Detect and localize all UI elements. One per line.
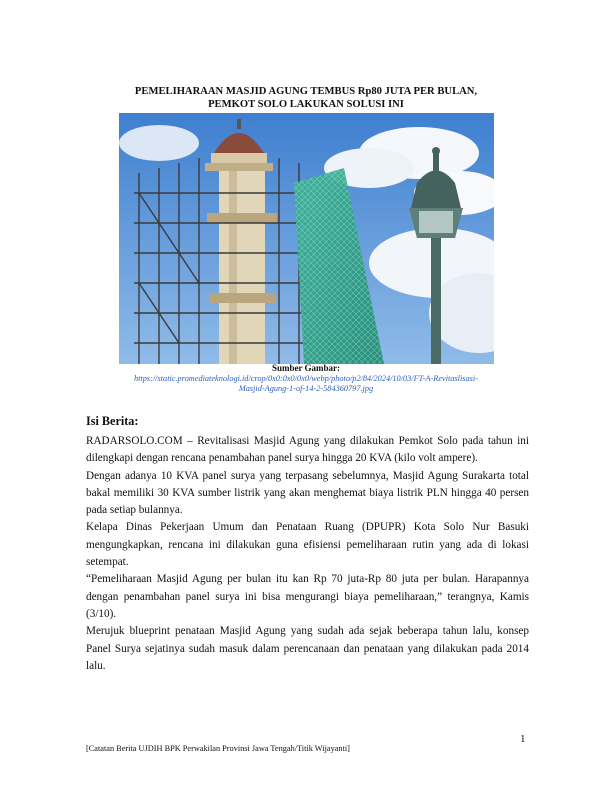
- article-title-line: PEMKOT SOLO LAKUKAN SOLUSI INI: [208, 99, 404, 110]
- body-paragraph: Merujuk blueprint penataan Masjid Agung yang sudah ada sejak beberapa tahun lalu, konsep Panel Surya sejatinya sudah masuk dalam perencanaan dan penataan yang dilakukan pada 2014 lalu.: [86, 625, 529, 672]
- body-paragraph: Kelapa Dinas Pekerjaan Umum dan Penataan Ruang (DPUPR) Kota Solo Nur Basuki mengungkapkan, rencana ini dilakukan guna efisiensi pemeliharaan rutin yang ada di lokasi setempat.: [86, 521, 529, 569]
- body-paragraph: RADARSOLO.COM – Revitalisasi Masjid Agung yang dilakukan Pemkot Solo pada tahun ini dilengkapi dengan rencana penambahan panel surya hingga 20 KVA (kilo volt ampere).: [86, 435, 529, 465]
- article-title-line: PEMELIHARAAN MASJID AGUNG TEMBUS Rp80 JUTA PER BULAN,: [134, 86, 478, 97]
- image-source-url-line[interactable]: https://static.promediateknologi.id/crop/0x0:0x0/0x0/webp/photo/p2/84/2024/10/03/FT-A-Revitaslisasi-: [134, 374, 478, 383]
- article-body: [86, 433, 529, 675]
- article-title: [60, 85, 552, 111]
- image-source-url[interactable]: [70, 374, 542, 394]
- image-source-url-line[interactable]: Masjid-Agung-1-of-14-2-584360797.jpg: [238, 384, 374, 393]
- footer-note: [Catatan Berita UJDIH BPK Perwakilan Provinsi Jawa Tengah/Titik Wijayanti]: [86, 744, 350, 753]
- page-number: 1: [520, 733, 526, 745]
- body-paragraph: “Pemeliharaan Masjid Agung per bulan itu kan Rp 70 juta-Rp 80 juta per bulan. Harapannya dengan penambahan panel surya ini bisa mengurangi biaya pemeliharaan,” terangnya, Kamis (3/10).: [86, 573, 529, 620]
- minaret-scaffolding-photo: [119, 113, 494, 364]
- body-paragraph: Dengan adanya 10 KVA panel surya yang terpasang sebelumnya, Masjid Agung Surakarta total bakal memiliki 30 KVA sumber listrik yang akan menghemat biaya listrik PLN hingga 40 persen pada setiap bulannya.: [86, 469, 529, 517]
- image-caption-label: Sumber Gambar:: [271, 363, 341, 373]
- section-heading: Isi Berita:: [86, 414, 139, 428]
- article-photo: [119, 113, 494, 364]
